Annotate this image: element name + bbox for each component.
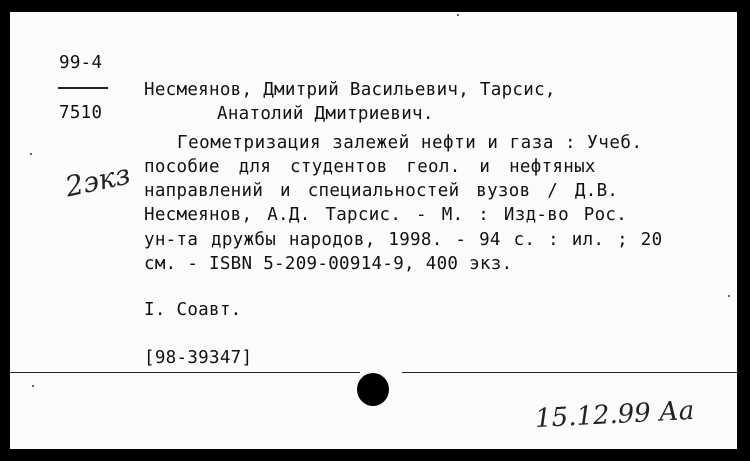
bottom-rule-right (402, 372, 737, 373)
speck (728, 295, 730, 297)
call-number-bottom: 7510 (59, 103, 103, 123)
description-line-5: ун-та дружбы народов, 1998. - 94 с. : ил. ; 20 (144, 230, 663, 250)
margin-handwriting: 2экз (62, 157, 134, 204)
call-number-divider (58, 87, 108, 89)
punch-hole (357, 373, 389, 406)
author-line: Несмеянов, Дмитрий Васильевич, Тарсис, (144, 80, 556, 100)
tracing-line: I. Соавт. (144, 300, 242, 320)
description-line-2: пособие для студентов геол. и нефтяных (144, 157, 596, 177)
call-number-top: 99-4 (59, 53, 103, 73)
coauthor-line: Анатолий Дмитриевич. (217, 104, 434, 124)
bottom-rule-left (10, 372, 360, 373)
speck (457, 14, 459, 16)
handwritten-date: 15.12.99 Аа (534, 395, 695, 435)
description-line-3: направлений и специальностей вузов / Д.В. (144, 181, 619, 201)
description-line-4: Несмеянов, А.Д. Тарсис. - М. : Изд-во Рос. (144, 205, 628, 225)
description-line-6: см. - ISBN 5-209-00914-9, 400 экз. (144, 254, 513, 274)
record-number: [98-39347] (144, 348, 253, 368)
speck (32, 385, 34, 387)
speck (30, 153, 32, 155)
description-line-1: Геометризация залежей нефти и газа : Учеб. (177, 133, 643, 153)
